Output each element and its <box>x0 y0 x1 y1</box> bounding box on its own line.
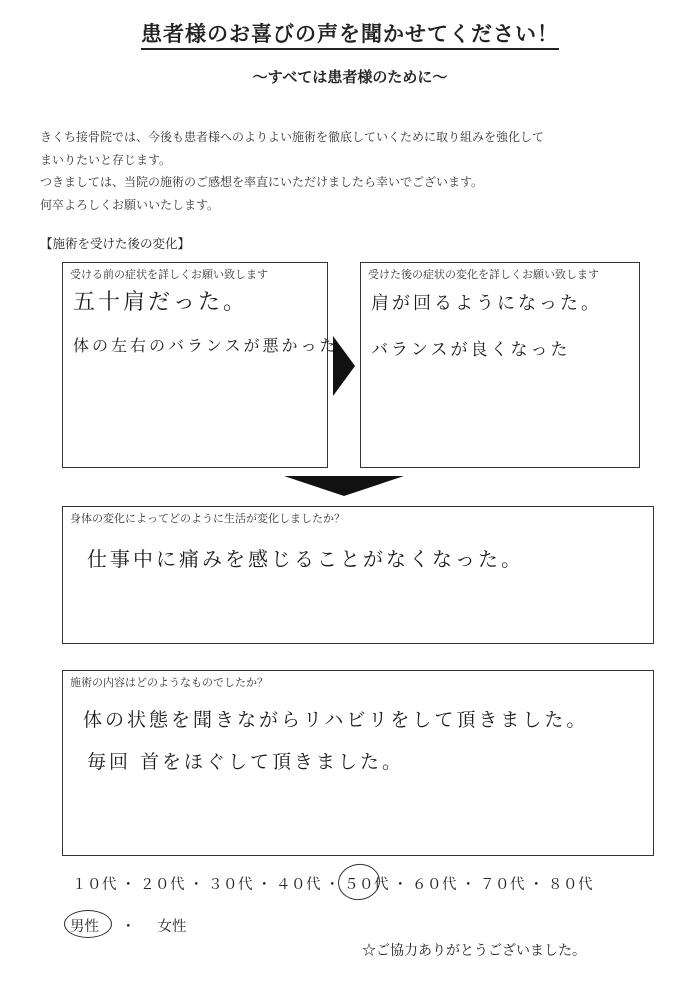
age-option-selected[interactable]: ５０代 <box>344 873 389 894</box>
intro-line: 何卒よろしくお願いいたします。 <box>40 197 220 212</box>
age-option[interactable]: ７０代 <box>480 877 525 893</box>
handwritten-answer: 体の状態を聞きながらリハビリをして頂きました。 <box>83 709 589 731</box>
form-title: 患者様のお喜びの声を聞かせてください！ <box>0 18 700 48</box>
gender-selector <box>70 915 187 936</box>
treatment-box[interactable] <box>62 670 654 856</box>
intro-text <box>40 126 660 216</box>
separator: ・ <box>325 877 340 893</box>
after-symptoms-label: 受けた後の症状の変化を詳しくお願い致します <box>368 268 599 281</box>
handwritten-answer: 体の左右のバランスが悪かった <box>73 336 339 355</box>
treatment-label: 施術の内容はどのようなものでしたか？ <box>70 676 268 689</box>
separator: ・ <box>121 919 136 935</box>
handwritten-answer: 肩が回るようになった。 <box>371 293 602 314</box>
age-option[interactable]: ８０代 <box>548 877 593 893</box>
intro-line: まいりたいと存じます。 <box>40 152 172 167</box>
handwritten-answer: 仕事中に痛みを感じることがなくなった。 <box>87 547 524 571</box>
separator: ・ <box>461 877 476 893</box>
separator: ・ <box>393 877 408 893</box>
age-selector <box>72 873 593 894</box>
gender-option[interactable]: 女性 <box>157 919 187 935</box>
form-subtitle: ～すべては患者様のために～ <box>252 68 448 86</box>
intro-line: つきましては、当院の施術のご感想を率直にいただけましたら幸いでございます。 <box>40 175 484 189</box>
separator: ・ <box>121 877 136 893</box>
age-option[interactable]: ４０代 <box>276 877 321 893</box>
arrow-right-icon <box>333 336 355 396</box>
arrow-down-icon <box>284 476 404 496</box>
life-change-box[interactable] <box>62 506 654 644</box>
age-option[interactable]: １０代 <box>72 877 117 893</box>
age-option[interactable]: ３０代 <box>208 877 253 893</box>
before-symptoms-label: 受ける前の症状を詳しくお願い致します <box>70 268 268 281</box>
handwritten-answer: 毎回 首をほぐして頂きました。 <box>87 751 405 773</box>
age-option[interactable]: ６０代 <box>412 877 457 893</box>
handwritten-answer: 五十肩だった。 <box>73 290 249 315</box>
after-symptoms-box[interactable] <box>360 262 640 468</box>
intro-line: きくち接骨院では、今後も患者様へのよりよい施術を徹底していくために取り組みを強化して <box>40 130 545 144</box>
life-change-label: 身体の変化によってどのように生活が変化しましたか？ <box>70 512 345 525</box>
before-symptoms-box[interactable] <box>62 262 339 468</box>
age-option[interactable]: ２０代 <box>140 877 185 893</box>
section-label: 【施術を受けた後の変化】 <box>40 236 191 251</box>
gender-option-selected[interactable]: 男性 <box>70 915 99 936</box>
separator: ・ <box>529 877 544 893</box>
separator: ・ <box>189 877 204 893</box>
separator: ・ <box>257 877 272 893</box>
handwritten-answer: バランスが良くなった <box>371 340 571 360</box>
thanks-text: ☆ご協力ありがとうございました。 <box>362 943 586 959</box>
